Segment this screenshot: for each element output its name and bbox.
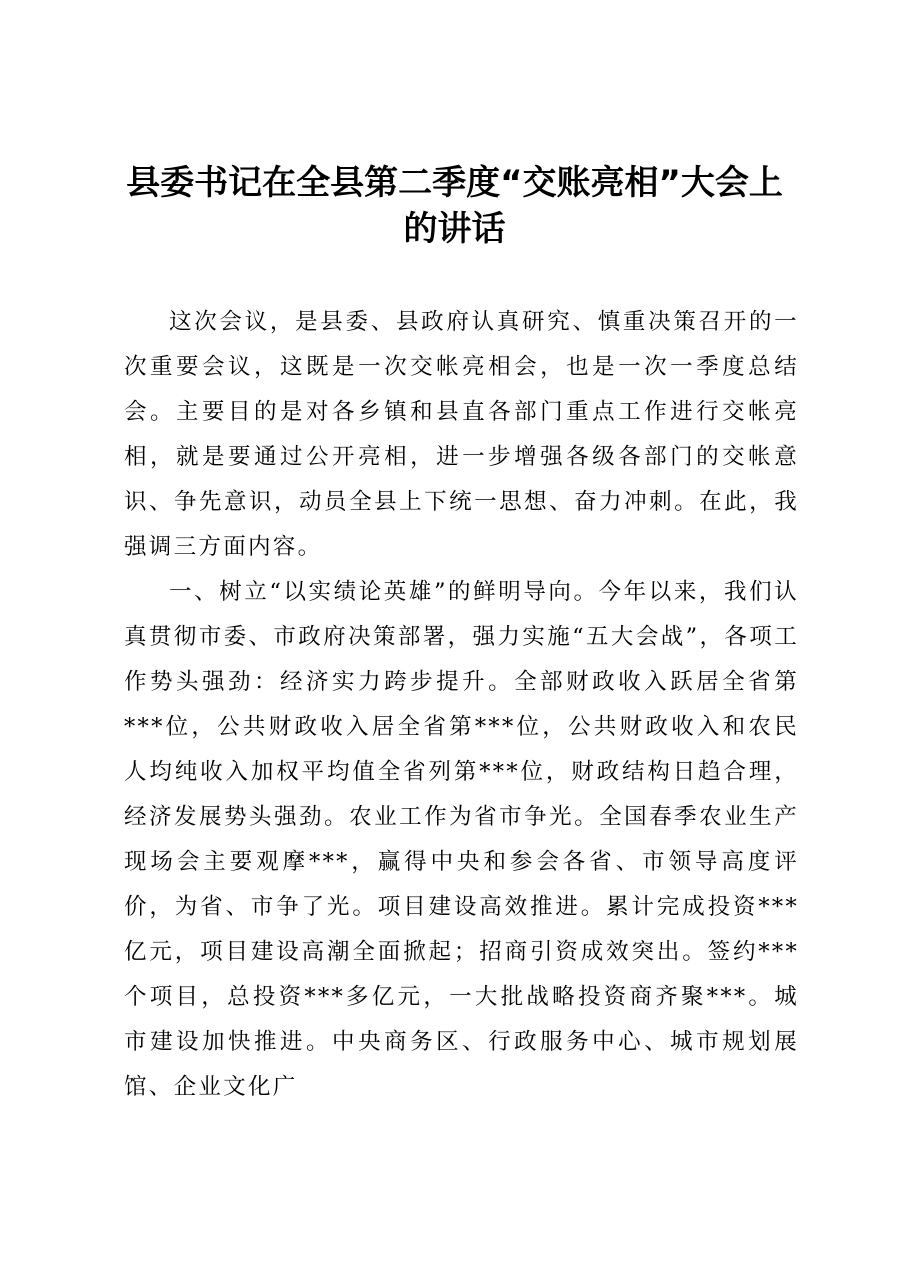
document-body (124, 300, 799, 1110)
paragraph-section-one: 一、树立“以实绩论英雄”的鲜明导向。今年以来，我们认真贯彻市委、市政府决策部署，强力实施“五大会战”，各项工作势头强劲：经济实力跨步提升。全部财政收入跃居全省第***位，公共财政收入居全省第***位，公共财政收入和农民人均纯收入加权平均值全省列第***位，财政结构日趋合理，经济发展势头强劲。农业工作为省市争光。全国春季农业生产现场会主要观摩***，赢得中央和参会各省、市领导高度评价，为省、市争了光。项目建设高效推进。累计完成投资***亿元，项目建设高潮全面掀起；招商引资成效突出。签约***个项目，总投资***多亿元，一大批战略投资商齐聚***。城市建设加快推进。中央商务区、行政服务中心、城市规划展馆、企业文化广 (124, 579, 799, 1100)
title-line-2: 的讲话 (403, 209, 506, 249)
paragraph-opening: 这次会议，是县委、县政府认真研究、慎重决策召开的一次重要会议，这既是一次交帐亮相会，也是一次一季度总结会。主要目的是对各乡镇和县直各部门重点工作进行交帐亮相，就是要通过公开亮相，进一步增强各级各部门的交帐意识、争先意识，动员全县上下统一思想、奋力冲刺。在此，我强调三方面内容。 (124, 309, 799, 560)
document-title (100, 160, 809, 252)
title-line-1: 县委书记在全县第二季度“交账亮相”大会上 (126, 163, 783, 203)
